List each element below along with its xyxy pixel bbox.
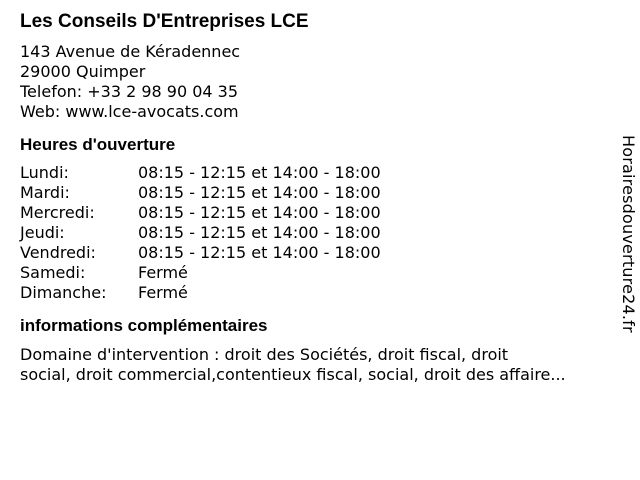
hours-table [20, 163, 620, 303]
description-line1: Domaine d'intervention : droit des Sociétés, droit fiscal, droit [20, 345, 509, 364]
hours-row [20, 263, 620, 283]
address-line1: 143 Avenue de Kéradennec [20, 42, 241, 61]
hours-row [20, 163, 620, 183]
description [20, 345, 620, 385]
day-label: Lundi: [20, 163, 69, 182]
hours-row [20, 283, 620, 303]
day-label: Mardi: [20, 183, 70, 202]
day-label: Vendredi: [20, 243, 96, 262]
day-hours: 08:15 - 12:15 et 14:00 - 18:00 [138, 203, 381, 222]
day-label: Dimanche: [20, 283, 107, 302]
hours-row [20, 223, 620, 243]
phone: Telefon: +33 2 98 90 04 35 [20, 82, 239, 101]
day-hours: 08:15 - 12:15 et 14:00 - 18:00 [138, 183, 381, 202]
hours-heading: Heures d'ouverture [20, 135, 176, 154]
day-hours: 08:15 - 12:15 et 14:00 - 18:00 [138, 223, 381, 242]
day-label: Samedi: [20, 263, 86, 282]
description-line2: social, droit commercial,contentieux fiscal, social, droit des affaire... [20, 365, 566, 384]
business-card [20, 10, 620, 385]
day-label: Mercredi: [20, 203, 95, 222]
day-hours: 08:15 - 12:15 et 14:00 - 18:00 [138, 163, 381, 182]
hours-row [20, 203, 620, 223]
info-heading: informations complémentaires [20, 316, 268, 335]
business-name: Les Conseils D'Entreprises LCE [20, 11, 309, 32]
day-hours: 08:15 - 12:15 et 14:00 - 18:00 [138, 243, 381, 262]
site-watermark: Horairesdouverture24.fr [619, 135, 638, 333]
hours-row [20, 243, 620, 263]
day-label: Jeudi: [20, 223, 65, 242]
day-hours: Fermé [138, 283, 188, 302]
day-hours: Fermé [138, 263, 188, 282]
website: Web: www.lce-avocats.com [20, 102, 239, 121]
hours-row [20, 183, 620, 203]
address-line2: 29000 Quimper [20, 62, 146, 81]
